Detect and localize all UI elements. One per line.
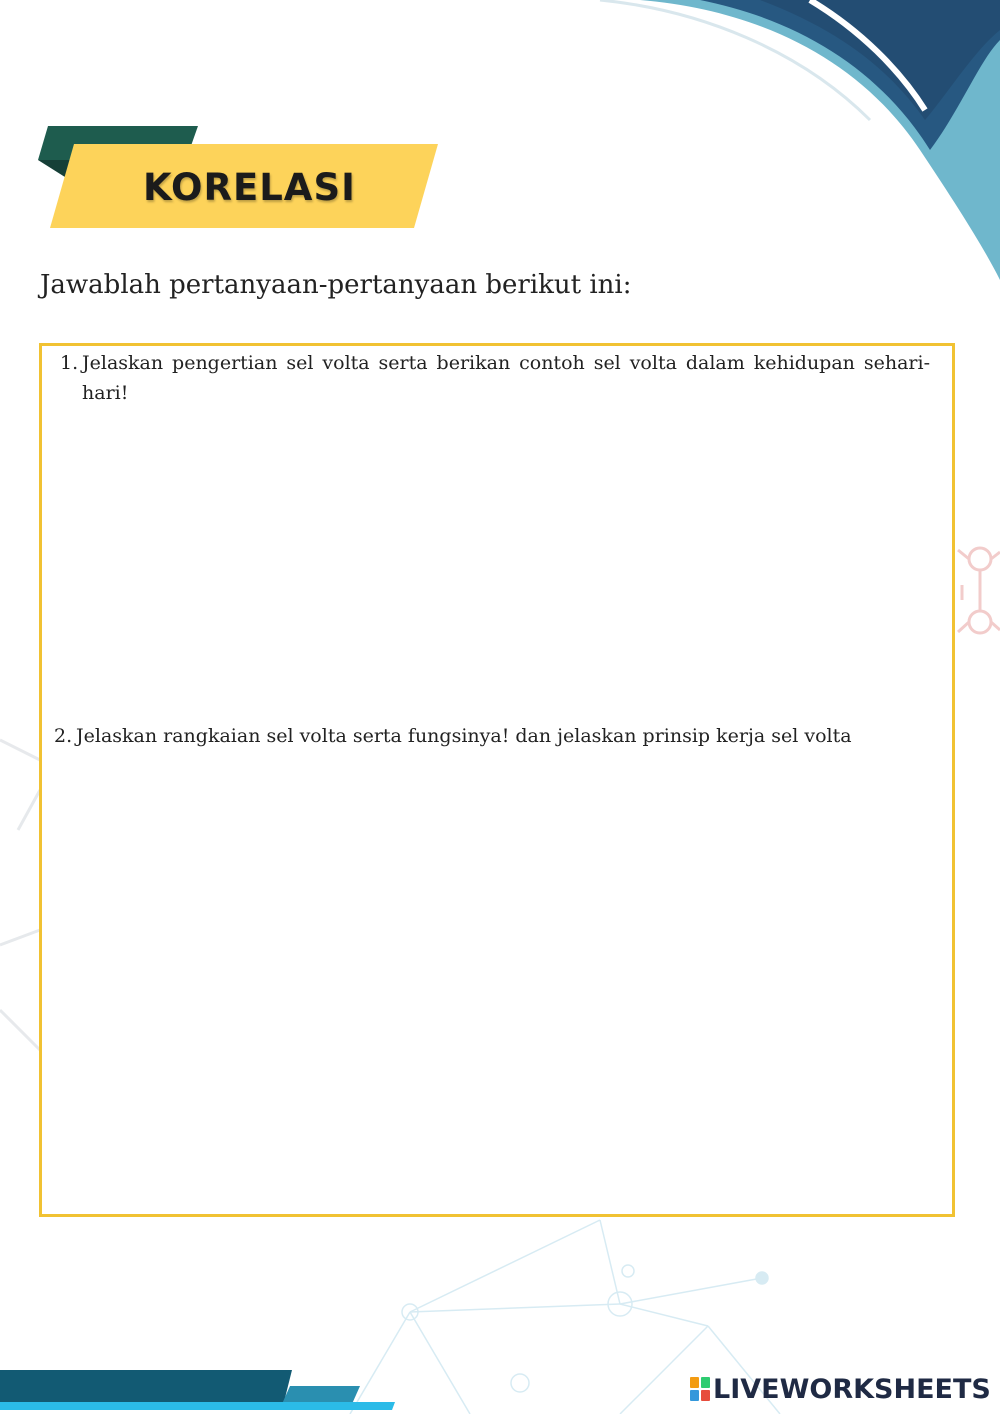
question-text: Jelaskan rangkaian sel volta serta fungsinya! dan jelaskan prinsip kerja sel volta	[76, 725, 852, 747]
logo-text: LIVEWORKSHEETS	[713, 1373, 991, 1405]
liveworksheets-logo-icon	[690, 1377, 710, 1401]
left-line-decoration	[0, 740, 40, 1050]
question-number: 1.	[60, 352, 79, 374]
question-2	[54, 721, 934, 751]
liveworksheets-logo	[690, 1374, 991, 1404]
question-1	[60, 348, 930, 408]
molecule-decoration-icon	[958, 548, 1000, 633]
footer-bar-decoration	[0, 1370, 395, 1410]
corner-wave-decoration	[600, 0, 1000, 280]
instruction-text: Jawablah pertanyaan-pertanyaan berikut ini:	[40, 270, 632, 300]
answer-area[interactable]	[39, 343, 955, 1217]
page-title: KORELASI	[143, 166, 356, 209]
question-text: Jelaskan pengertian sel volta serta berikan contoh sel volta dalam kehidupan sehari-hari!	[82, 352, 930, 404]
question-number: 2.	[54, 725, 73, 747]
